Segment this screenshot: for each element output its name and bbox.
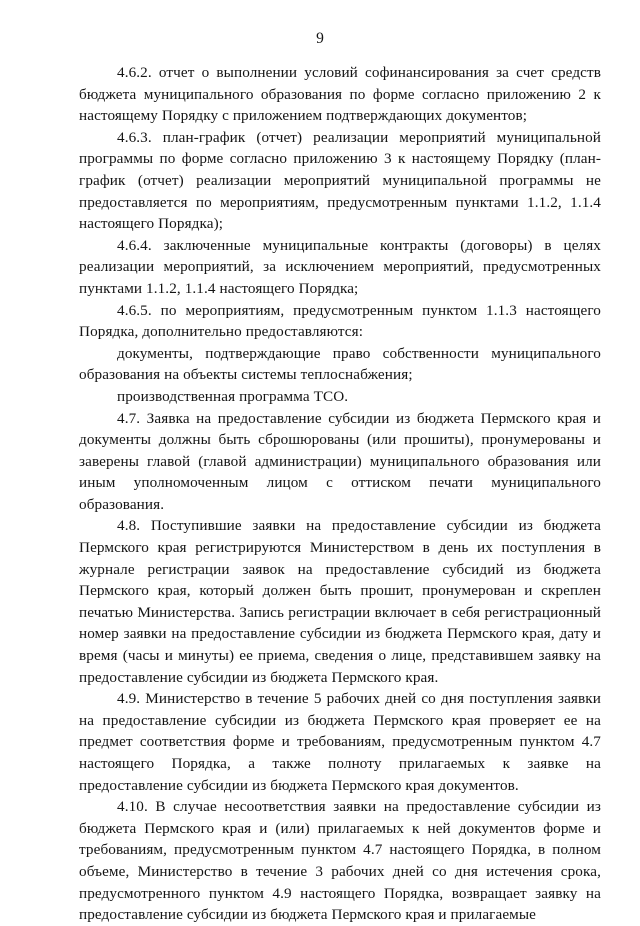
paragraph-4-10: 4.10. В случае несоответствия заявки на предоставление субсидии из бюджета Пермского края и (или) прилагаемых к ней документов форме и требованиям, предусмотренным пунктом 4.7 настоящего Порядка, в полном объеме, Министерство в течение 3 рабочих дней со дня истечения срока, предусмотренного пунктом 4.9 настоящего Порядка, возвращает заявку на предоставление субсидии из бюджета Пермского края и прилагаемые bbox=[79, 798, 601, 924]
paragraph-ownership-documents: документы, подтверждающие право собственности муниципального образования на объекты системы теплоснабжения; bbox=[79, 344, 601, 384]
document-body bbox=[79, 62, 601, 926]
paragraph-4-6-3: 4.6.3. план-график (отчет) реализации мероприятий муниципальной программы по форме согласно приложению 3 к настоящему Порядку (план-график (отчет) реализации мероприятий муниципальной программы не предоставляется по мероприятиям, предусмотренным пунктами 1.1.2, 1.1.4 настоящего Порядка); bbox=[79, 128, 601, 233]
paragraph-4-6-4: 4.6.4. заключенные муниципальные контракты (договоры) в целях реализации мероприятий, за исключением мероприятий, предусмотренных пунктами 1.1.2, 1.1.4 настоящего Порядка; bbox=[79, 236, 601, 297]
paragraph-4-8: 4.8. Поступившие заявки на предоставление субсидии из бюджета Пермского края регистрируются Министерством в день их поступления в журнале регистрации заявок на предоставление субсидий из бюджета Пермского края, который должен быть прошит, пронумерован и скреплен печатью Министерства. Запись регистрации включает в себя регистрационный номер заявки на предоставление субсидии из бюджета Пермского края, дату и время (часы и минуты) ее приема, сведения о лице, представившем заявку на предоставление субсидии из бюджета Пермского края. bbox=[79, 517, 601, 686]
paragraph-4-7: 4.7. Заявка на предоставление субсидии из бюджета Пермского края и документы должны быть сброшюрованы (или прошиты), пронумерованы и заверены главой (главой администрации) муниципального образования или иным уполномоченным лицом с оттиском печати муниципального образования. bbox=[79, 409, 601, 513]
paragraph-4-6-2: 4.6.2. отчет о выполнении условий софинансирования за счет средств бюджета муниципального образования по форме согласно приложению 2 к настоящему Порядку с приложением подтверждающих документов; bbox=[79, 64, 601, 125]
paragraph-4-6-5: 4.6.5. по мероприятиям, предусмотренным пунктом 1.1.3 настоящего Порядка, дополнительно предоставляются: bbox=[79, 301, 601, 341]
paragraph-4-9: 4.9. Министерство в течение 5 рабочих дней со дня поступления заявки на предоставление субсидии из бюджета Пермского края проверяет ее на предмет соответствия форме и требованиям, предусмотренным пунктом 4.7 настоящего Порядка, а также полноту прилагаемых к заявке на предоставление субсидии из бюджета Пермского края документов. bbox=[79, 690, 601, 794]
page-number: 9 bbox=[316, 30, 324, 47]
paragraph-production-program: производственная программа ТСО. bbox=[117, 387, 349, 405]
